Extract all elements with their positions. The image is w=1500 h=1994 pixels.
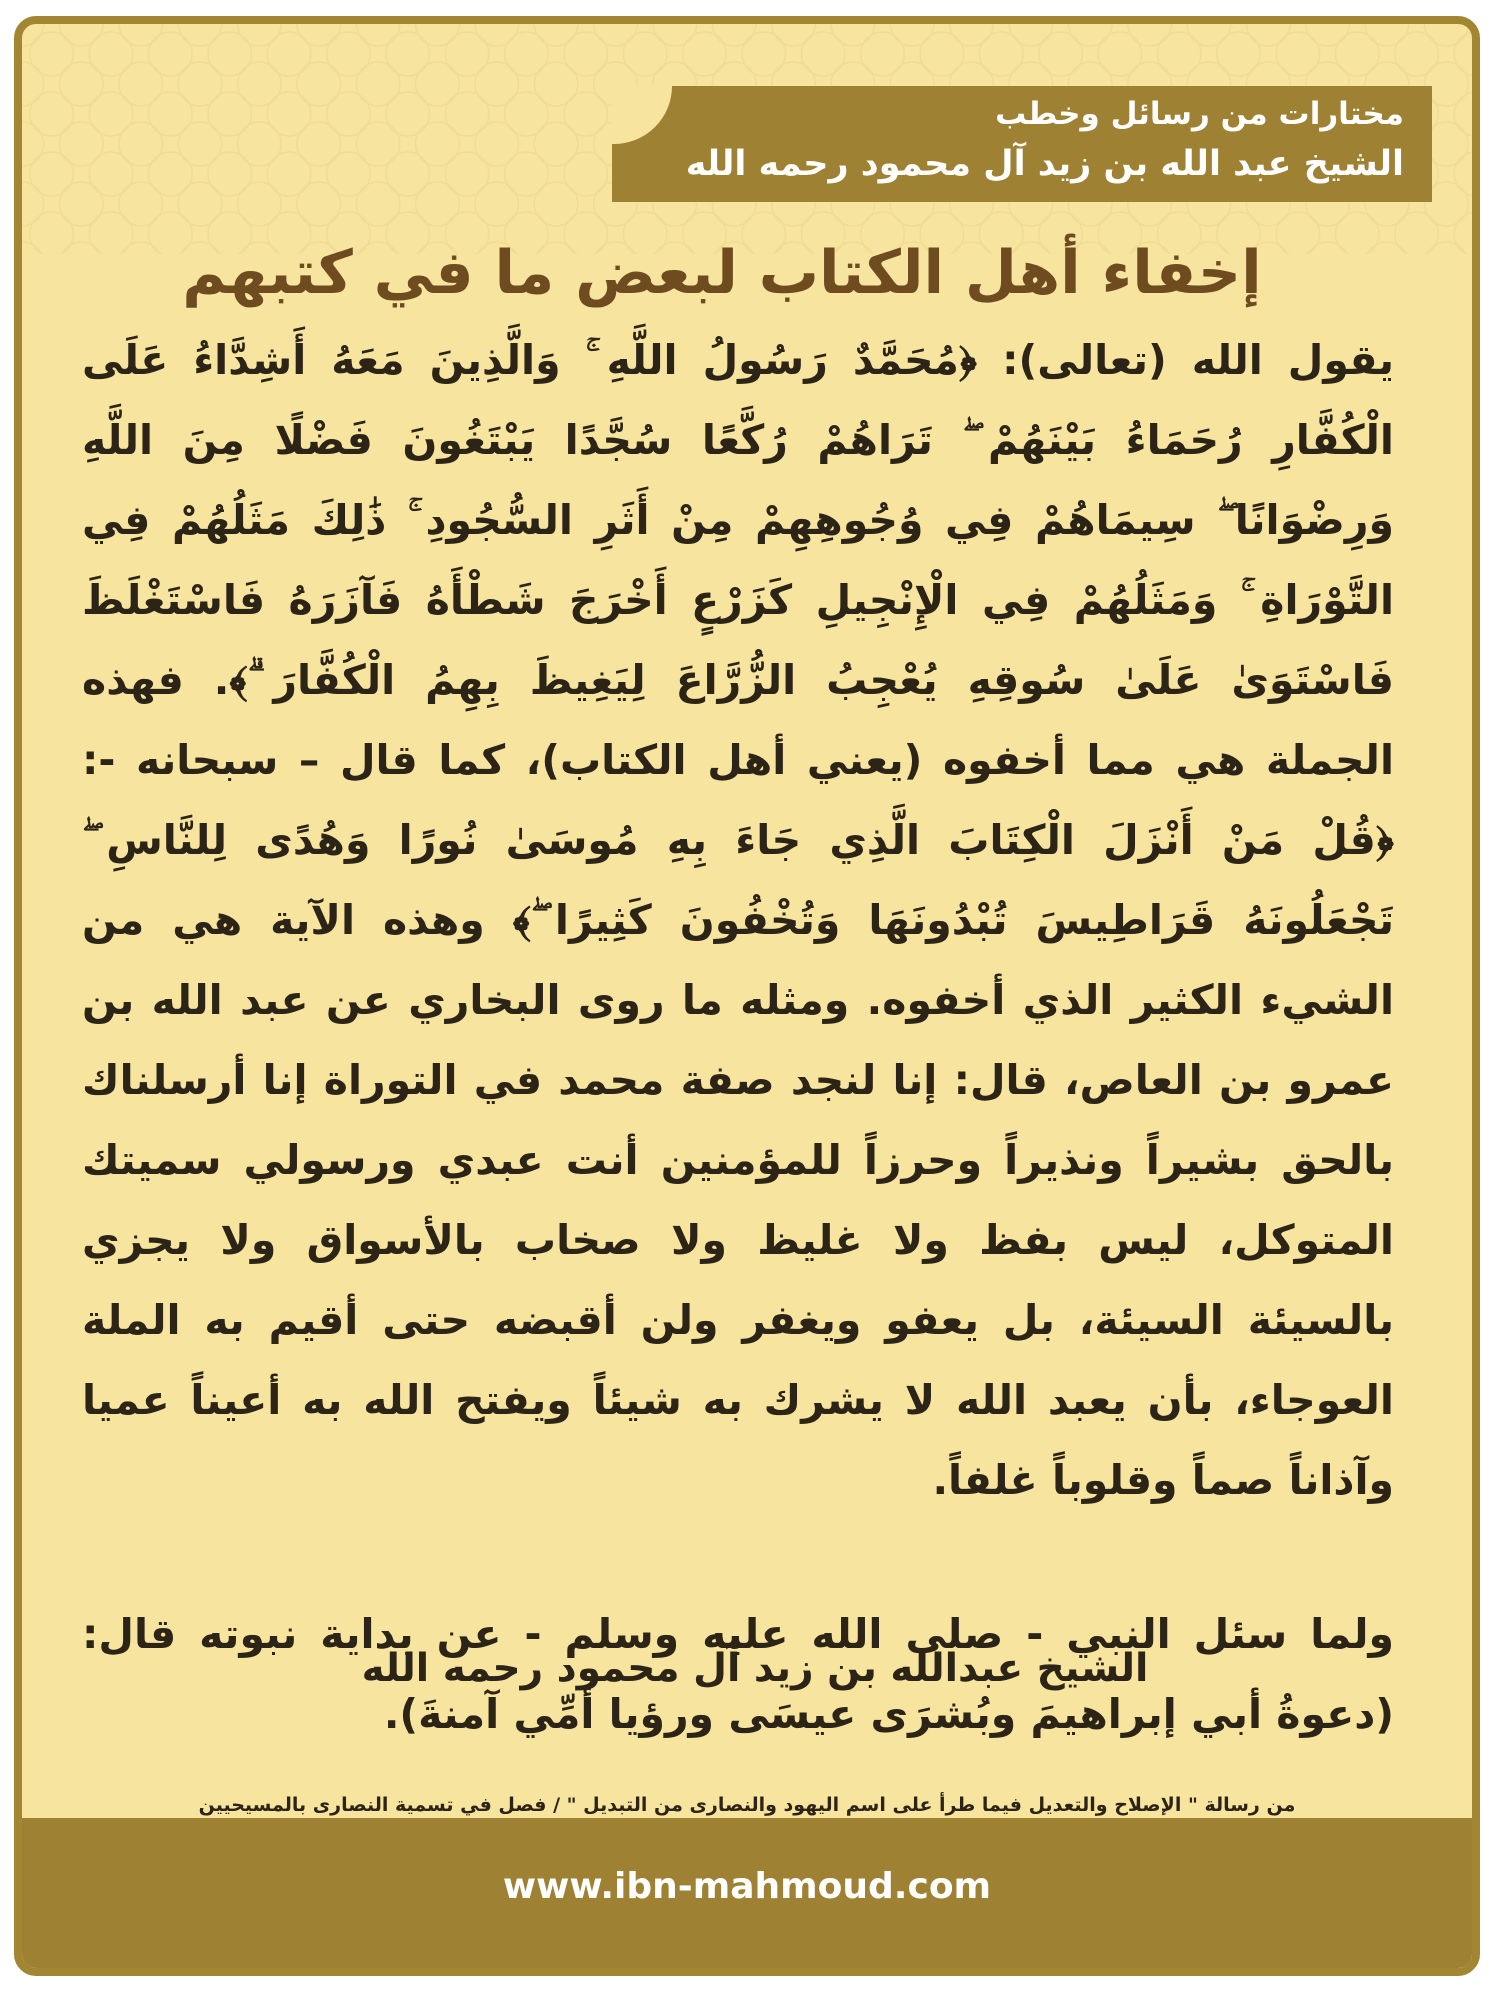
footer-bar	[22, 1818, 1472, 1968]
source-citation: من رسالة " الإصلاح والتعديل فيما طرأ على اسم اليهود والنصارى من التبديل " / فصل في تسمية النصارى بالمسيحيين	[198, 1794, 1296, 1816]
article-body	[82, 320, 1394, 1754]
page-frame	[14, 16, 1480, 1976]
body-paragraph-2: ولما سئل النبي - صلى الله عليه وسلم - عن بداية نبوته قال: (دعوةُ أبي إبراهيمَ وبُشرَى عيسَى ورؤيا أمِّي آمنةَ).	[82, 1610, 1394, 1738]
body-paragraph-1: يقول الله (تعالى): ﴿مُحَمَّدٌ رَسُولُ اللَّهِ ۚ وَالَّذِينَ مَعَهُ أَشِدَّاءُ عَلَى الْكُفَّارِ رُحَمَاءُ بَيْنَهُمْ ۖ تَرَاهُمْ رُكَّعًا سُجَّدًا يَبْتَغُونَ فَضْلًا مِنَ اللَّهِ وَرِضْوَانًا ۖ سِيمَاهُمْ فِي وُجُوهِهِمْ مِنْ أَثَرِ السُّجُودِ ۚ ذَٰلِكَ مَثَلُهُمْ فِي التَّوْرَاةِ ۚ وَمَثَلُهُمْ فِي الْإِنْجِيلِ كَزَرْعٍ أَخْرَجَ شَطْأَهُ فَآزَرَهُ فَاسْتَغْلَظَ فَاسْتَوَىٰ عَلَىٰ سُوقِهِ يُعْجِبُ الزُّرَّاعَ لِيَغِيظَ بِهِمُ الْكُفَّارَ ۗ﴾. فهذه الجملة هي مما أخفوه (يعني أهل الكتاب)، كما قال – سبحانه -: ﴿قُلْ مَنْ أَنْزَلَ الْكِتَابَ الَّذِي جَاءَ بِهِ مُوسَىٰ نُورًا وَهُدًى لِلنَّاسِ ۖ تَجْعَلُونَهُ قَرَاطِيسَ تُبْدُونَهَا وَتُخْفُونَ كَثِيرًا ۖ﴾ وهذه الآية هي من الشيء الكثير الذي أخفوه. ومثله ما روى البخاري عن عبد الله بن عمرو بن العاص، قال: إنا لنجد صفة محمد في التوراة إنا أرسلناك بالحق بشيراً ونذيراً وحرزاً للمؤمنين أنت عبدي ورسولي سميتك المتوكل، ليس بفظ ولا غليظ ولا صخاب بالأسواق ولا يجزي بالسيئة السيئة، بل يعفو ويغفر ولن أقبضه حتى أقيم به الملة العوجاء، بأن يعبد الله لا يشرك به شيئاً ويفتح الله به أعيناً عميا وآذاناً صماً وقلوباً غلفاً.	[82, 336, 1394, 1504]
author-signature: الشيخ عبدالله بن زيد آل محمود رحمه الله	[361, 1646, 1149, 1691]
header-subtitle: مختارات من رسائل وخطب	[995, 96, 1404, 132]
article-title: إخفاء أهل الكتاب لبعض ما في كتبهم	[182, 238, 1262, 308]
header-author: الشيخ عبد الله بن زيد آل محمود رحمه الله	[685, 144, 1404, 184]
paragraph-spacer	[82, 1520, 1394, 1594]
website-link[interactable]: www.ibn-mahmoud.com	[502, 1866, 992, 1907]
header-banner	[612, 86, 1432, 202]
